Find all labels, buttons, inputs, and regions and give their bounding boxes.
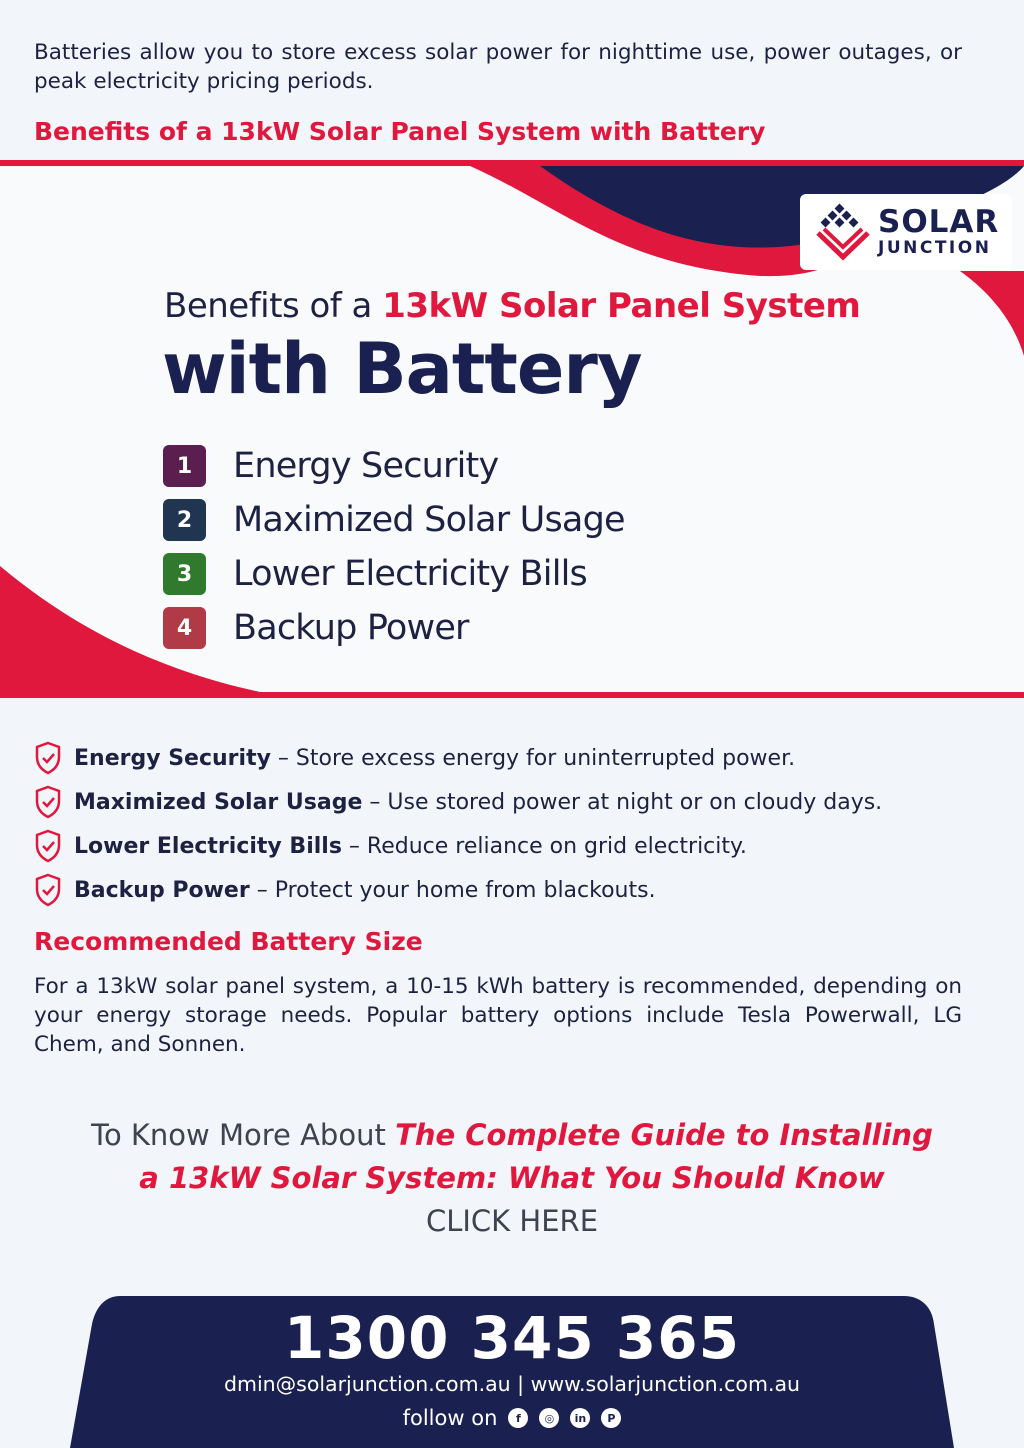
list-item: [34, 868, 882, 912]
benefit-title: Maximized Solar Usage: [74, 789, 363, 815]
shield-check-icon: [34, 873, 62, 907]
solar-junction-logo: [800, 194, 1012, 270]
facebook-icon[interactable]: f: [508, 1408, 528, 1428]
item-label: Maximized Solar Usage: [233, 500, 625, 540]
benefit-title: Backup Power: [74, 877, 250, 903]
benefit-desc: – Protect your home from blackouts.: [249, 877, 656, 903]
follow-label: follow on: [402, 1406, 498, 1430]
shield-check-icon: [34, 829, 62, 863]
banner-title-prefix: Benefits of a: [164, 286, 383, 326]
item-number-badge: 4: [163, 607, 206, 649]
benefits-banner: [0, 160, 1024, 698]
contact-links[interactable]: dmin@solarjunction.com.au | www.solarjunction.com.au: [223, 1372, 801, 1396]
linkedin-icon[interactable]: in: [570, 1408, 590, 1428]
item-number-badge: 1: [163, 445, 206, 487]
banner-title-line2: with Battery: [162, 328, 642, 410]
item-label: Backup Power: [233, 608, 469, 648]
battery-paragraph: For a 13kW solar panel system, a 10-15 kWh battery is recommended, depending on your energy storage needs. Popular battery options include Tesla Powerwall, LG Chem, and Sonnen.: [34, 974, 962, 1057]
shield-check-icon: [34, 741, 62, 775]
battery-heading: Recommended Battery Size: [34, 927, 423, 956]
item-number-badge: 2: [163, 499, 206, 541]
banner-list-item: [163, 601, 625, 655]
benefits-list: [34, 736, 882, 912]
item-number-badge: 3: [163, 553, 206, 595]
banner-list-item: [163, 493, 625, 547]
logo-line2: JUNCTION: [878, 238, 992, 258]
banner-title-highlight: 13kW Solar Panel System: [382, 286, 861, 326]
benefit-desc: – Use stored power at night or on cloudy days.: [362, 789, 883, 815]
banner-list-item: [163, 547, 625, 601]
shield-check-icon: [34, 785, 62, 819]
follow-row: [70, 1406, 954, 1430]
banner-list-item: [163, 439, 625, 493]
banner-benefit-list: [163, 439, 625, 655]
logo-line1: SOLAR: [878, 204, 1000, 240]
logo-mark-icon: [814, 203, 872, 261]
instagram-icon[interactable]: ◎: [539, 1408, 559, 1428]
guide-link-line2[interactable]: a 13kW Solar System: What You Should Know: [139, 1161, 885, 1195]
benefit-title: Lower Electricity Bills: [74, 833, 342, 859]
intro-paragraph: Batteries allow you to store excess solar power for nighttime use, power outages, or peak electricity pricing periods.: [34, 40, 962, 94]
benefit-desc: – Reduce reliance on grid electricity.: [341, 833, 747, 859]
banner-title: [164, 286, 860, 326]
list-item: [34, 780, 882, 824]
item-label: Lower Electricity Bills: [233, 554, 587, 594]
list-item: [34, 824, 882, 868]
cta-prefix: To Know More About: [91, 1118, 396, 1152]
phone-number[interactable]: 1300 345 365: [284, 1304, 740, 1372]
guide-link[interactable]: The Complete Guide to Installing: [395, 1118, 933, 1152]
benefits-heading: Benefits of a 13kW Solar Panel System with Battery: [34, 117, 766, 146]
cta-block: [40, 1114, 984, 1243]
benefit-title: Energy Security: [74, 745, 271, 771]
list-item: [34, 736, 882, 780]
click-here-link[interactable]: CLICK HERE: [425, 1204, 599, 1238]
benefit-desc: – Store excess energy for uninterrupted power.: [270, 745, 796, 771]
pinterest-icon[interactable]: P: [601, 1408, 621, 1428]
item-label: Energy Security: [233, 446, 499, 486]
contact-footer: [70, 1296, 954, 1448]
